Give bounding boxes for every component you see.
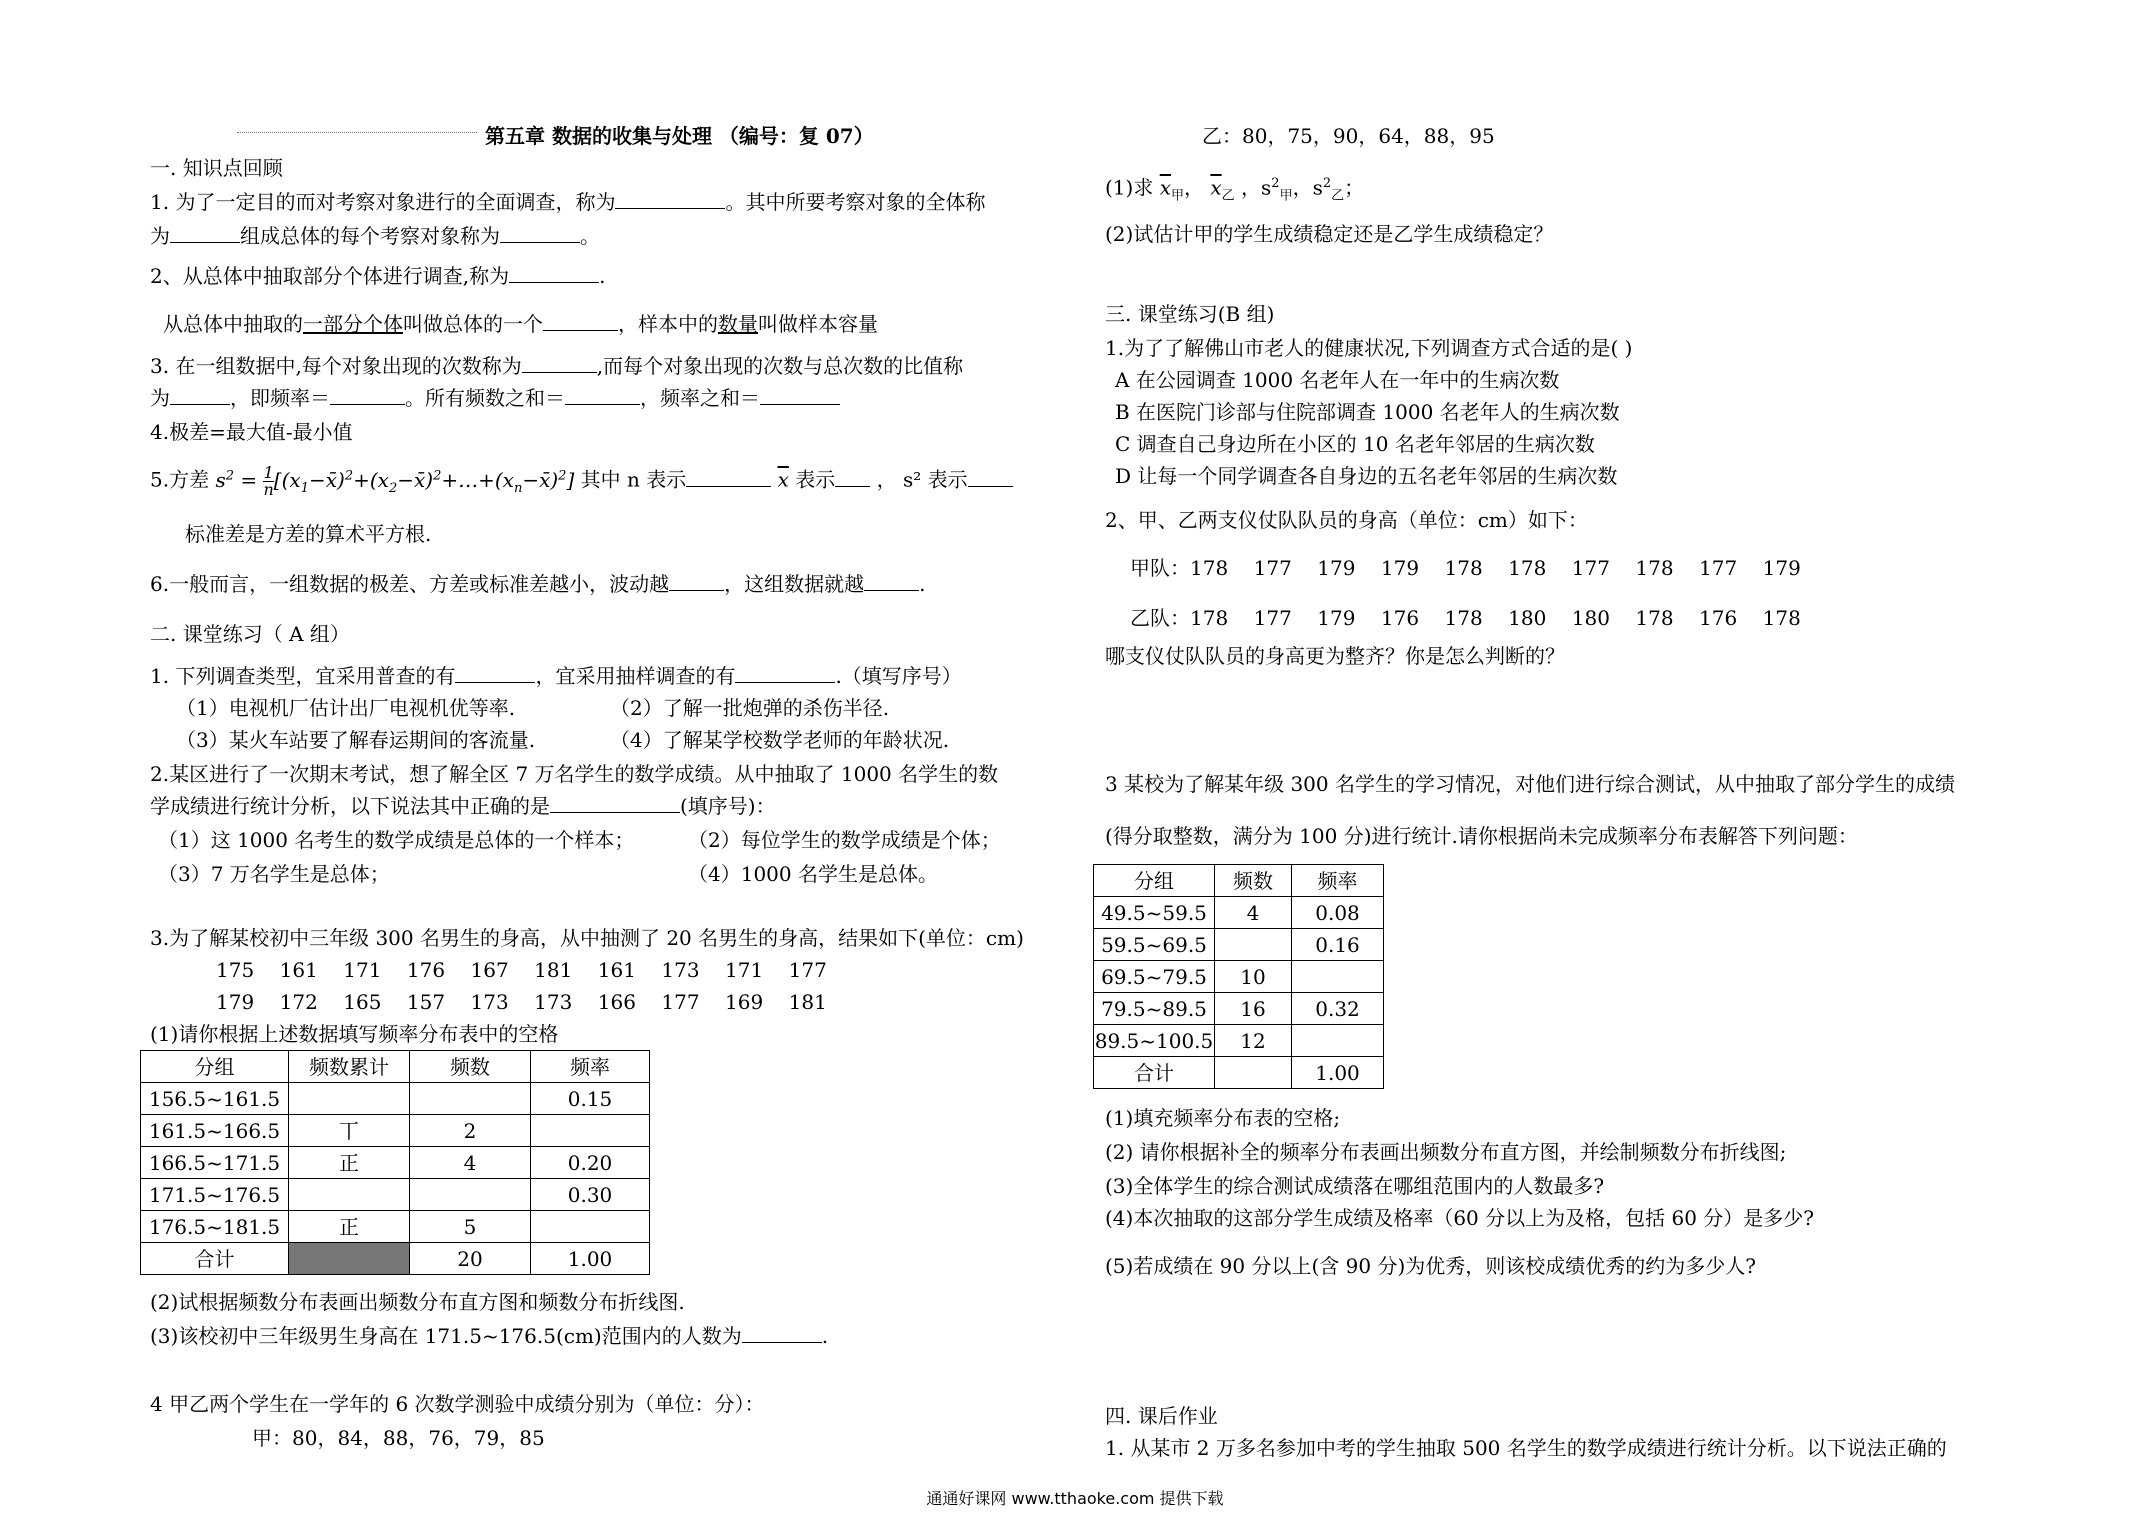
b-question-1: 1.为了了解佛山市老人的健康状况,下列调查方式合适的是( )	[1105, 336, 1633, 360]
a-question-3-part-2: (2)试根据频数分布表画出频数分布直方图和频数分布折线图.	[150, 1290, 685, 1314]
team-jia-heights: 甲队：178 177 179 179 178 178 177 178 177 179	[1130, 556, 1801, 580]
a-question-2-option-2: （2）每位学生的数学成绩是个体；	[688, 828, 1001, 852]
question-6: 6.一般而言，一组数据的极差、方差或标准差越小，波动越 ，这组数据就越 .	[150, 572, 926, 596]
height-data-row-2: 179 172 165 157 173 173 166 177 169 181	[216, 990, 827, 1014]
a-question-1: 1. 下列调查类型，宜采用普查的有 ，宜采用抽样调查的有 .（填写序号）	[150, 664, 962, 688]
a-question-2-option-3: （3）7 万名学生是总体；	[158, 862, 390, 886]
b-question-2-ask: 哪支仪仗队队员的身高更为整齐？你是怎么判断的？	[1105, 644, 1565, 668]
b-question-3-part-2: (2) 请你根据补全的频率分布表画出频数分布直方图，并绘制频数分布折线图;	[1105, 1140, 1787, 1164]
a-question-1-option-1: （1）电视机厂估计出厂电视机优等率.	[176, 696, 516, 720]
a-question-2-line-2: 学成绩进行统计分析，以下说法其中正确的是 (填序号)：	[150, 794, 776, 818]
homework-question-1: 1. 从某市 2 万多名参加中考的学生抽取 500 名学生的数学成绩进行统计分析。以下说法正确的	[1105, 1436, 1947, 1460]
frequency-table-1	[140, 1050, 650, 1275]
a-question-1-option-2: （2）了解一批炮弹的杀伤半径.	[610, 696, 890, 720]
table-row: 59.5~69.5 0.16	[1094, 929, 1384, 961]
frequency-table-2	[1093, 864, 1384, 1089]
table-row: 69.5~79.5 10	[1094, 961, 1384, 993]
table-row: 176.5~181.5 正 5	[141, 1211, 650, 1243]
a-question-4-part-2: (2)试估计甲的学生成绩稳定还是乙学生成绩稳定？	[1105, 222, 1554, 246]
a-question-3-part-3: (3)该校初中三年级男生身高在 171.5~176.5(cm)范围内的人数为 .	[150, 1324, 829, 1348]
b-question-3-line-2: (得分取整数，满分为 100 分)进行统计.请你根据尚未完成频率分布表解答下列问题：	[1105, 824, 1858, 848]
a-question-4-part-1: (1)求 $\overline{x}_甲$， $\overline{x}_乙$ ，$s^2_甲$，$s^2_乙$；	[1105, 175, 1365, 204]
table-header: 分组 频数累计 频数 频率	[141, 1051, 650, 1083]
b-question-3-part-3: (3)全体学生的综合测试成绩落在哪组范围内的人数最多?	[1105, 1174, 1605, 1198]
table-row: 161.5~166.5 丅 2	[141, 1115, 650, 1147]
b-question-3-part-1: (1)填充频率分布表的空格;	[1105, 1106, 1341, 1130]
a-question-3-part-1: (1)请你根据上述数据填写频率分布表中的空格	[150, 1022, 559, 1046]
b-question-1-option-c: C 调查自己身边所在小区的 10 名老年邻居的生病次数	[1115, 432, 1595, 456]
table-row: 89.5~100.5 12	[1094, 1025, 1384, 1057]
b-question-3-line-1: 3 某校为了解某年级 300 名学生的学习情况，对他们进行综合测试，从中抽取了部分学生的成绩	[1105, 772, 1955, 796]
page-title: 第五章 数据的收集与处理 （编号：复 07）	[485, 124, 874, 148]
a-question-4-jia-scores: 甲：80，84，88，76，79，85	[252, 1426, 545, 1450]
section-3-heading: 三. 课堂练习(B 组)	[1105, 302, 1275, 326]
section-1-heading: 一. 知识点回顾	[150, 156, 283, 180]
a-question-1-option-3: （3）某火车站要了解春运期间的客流量.	[176, 728, 536, 752]
a-question-4-yi-scores: 乙：80，75，90，64，88，95	[1202, 124, 1495, 148]
footer: 通通好课网 www.tthaoke.com 提供下载	[926, 1489, 1224, 1508]
question-5-line-2: 标准差是方差的算术平方根.	[185, 522, 432, 546]
table-row: 166.5~171.5 正 4 0.20	[141, 1147, 650, 1179]
shaded-cell	[289, 1243, 410, 1275]
table-row: 171.5~176.5 0.30	[141, 1179, 650, 1211]
b-question-1-option-d: D 让每一个同学调查各自身边的五名老年邻居的生病次数	[1115, 464, 1618, 488]
table-row: 156.5~161.5 0.15	[141, 1083, 650, 1115]
table-row: 79.5~89.5 16 0.32	[1094, 993, 1384, 1025]
a-question-1-option-4: （4）了解某学校数学老师的年龄状况.	[610, 728, 950, 752]
team-yi-heights: 乙队：178 177 179 176 178 180 180 178 176 178	[1130, 606, 1801, 630]
b-question-1-option-a: A 在公园调查 1000 名老年人在一年中的生病次数	[1115, 368, 1560, 392]
table-row: 合计 20 1.00	[141, 1243, 650, 1275]
section-2-heading: 二. 课堂练习（ A 组）	[150, 622, 350, 646]
variance-formula: $s^2$ = $\frac{1}{n}$ $[(x_1-x̄)^2+(x_2-x̄)^2+\dots+(x_n-x̄)^2]$	[215, 462, 575, 499]
a-question-2-option-4: （4）1000 名学生是总体。	[688, 862, 938, 886]
question-4: 4.极差=最大值-最小值	[150, 420, 353, 444]
a-question-2-option-1: （1）这 1000 名考生的数学成绩是总体的一个样本；	[158, 828, 635, 852]
section-4-heading: 四. 课后作业	[1105, 1404, 1218, 1428]
b-question-1-option-b: B 在医院门诊部与住院部调查 1000 名老年人的生病次数	[1115, 400, 1620, 424]
question-1-line-2: 为 组成总体的每个考察对象称为 。	[150, 224, 600, 248]
table-row: 49.5~59.5 4 0.08	[1094, 897, 1384, 929]
question-3-line-1: 3. 在一组数据中,每个对象出现的次数称为 ,而每个对象出现的次数与总次数的比值称	[150, 354, 964, 378]
title-dots	[237, 132, 477, 133]
a-question-4: 4 甲乙两个学生在一学年的 6 次数学测验中成绩分别为（单位：分）：	[150, 1392, 765, 1416]
height-data-row-1: 175 161 171 176 167 181 161 173 171 177	[216, 958, 827, 982]
b-question-2: 2、甲、乙两支仪仗队队员的身高（单位：cm）如下：	[1105, 508, 1588, 532]
table-row: 合计 1.00	[1094, 1057, 1384, 1089]
a-question-2-line-1: 2.某区进行了一次期末考试，想了解全区 7 万名学生的数学成绩。从中抽取了 1000 名学生的数	[150, 762, 999, 786]
question-2-line-1: 2、从总体中抽取部分个体进行调查,称为 .	[150, 264, 606, 288]
question-3-line-2: 为 ，即频率＝ 。所有频数之和＝ ，频率之和＝	[150, 386, 840, 410]
question-5-line-1: 5.方差 $s^2$ = $\frac{1}{n}$ $[(x_1-x̄)^2+(x_2-x̄)^2+\dots+(x_n-x̄)^2]$ 其中 n 表示 $\overline{x}$ 表示 ， s² 表示	[150, 464, 1013, 501]
question-1-line-1: 1. 为了一定目的而对考察对象进行的全面调查，称为 。其中所要考察对象的全体称	[150, 190, 986, 214]
b-question-3-part-5: (5)若成绩在 90 分以上(含 90 分)为优秀，则该校成绩优秀的约为多少人?	[1105, 1254, 1756, 1278]
b-question-3-part-4: (4)本次抽取的这部分学生成绩及格率（60 分以上为及格，包括 60 分）是多少?	[1105, 1206, 1815, 1230]
question-2-line-2: 从总体中抽取的一部分个体叫做总体的一个 ，样本中的数量叫做样本容量	[163, 312, 878, 336]
table-header: 分组 频数 频率	[1094, 865, 1384, 897]
a-question-3: 3.为了解某校初中三年级 300 名男生的身高，从中抽测了 20 名男生的身高，结果如下(单位：cm)	[150, 926, 1024, 950]
